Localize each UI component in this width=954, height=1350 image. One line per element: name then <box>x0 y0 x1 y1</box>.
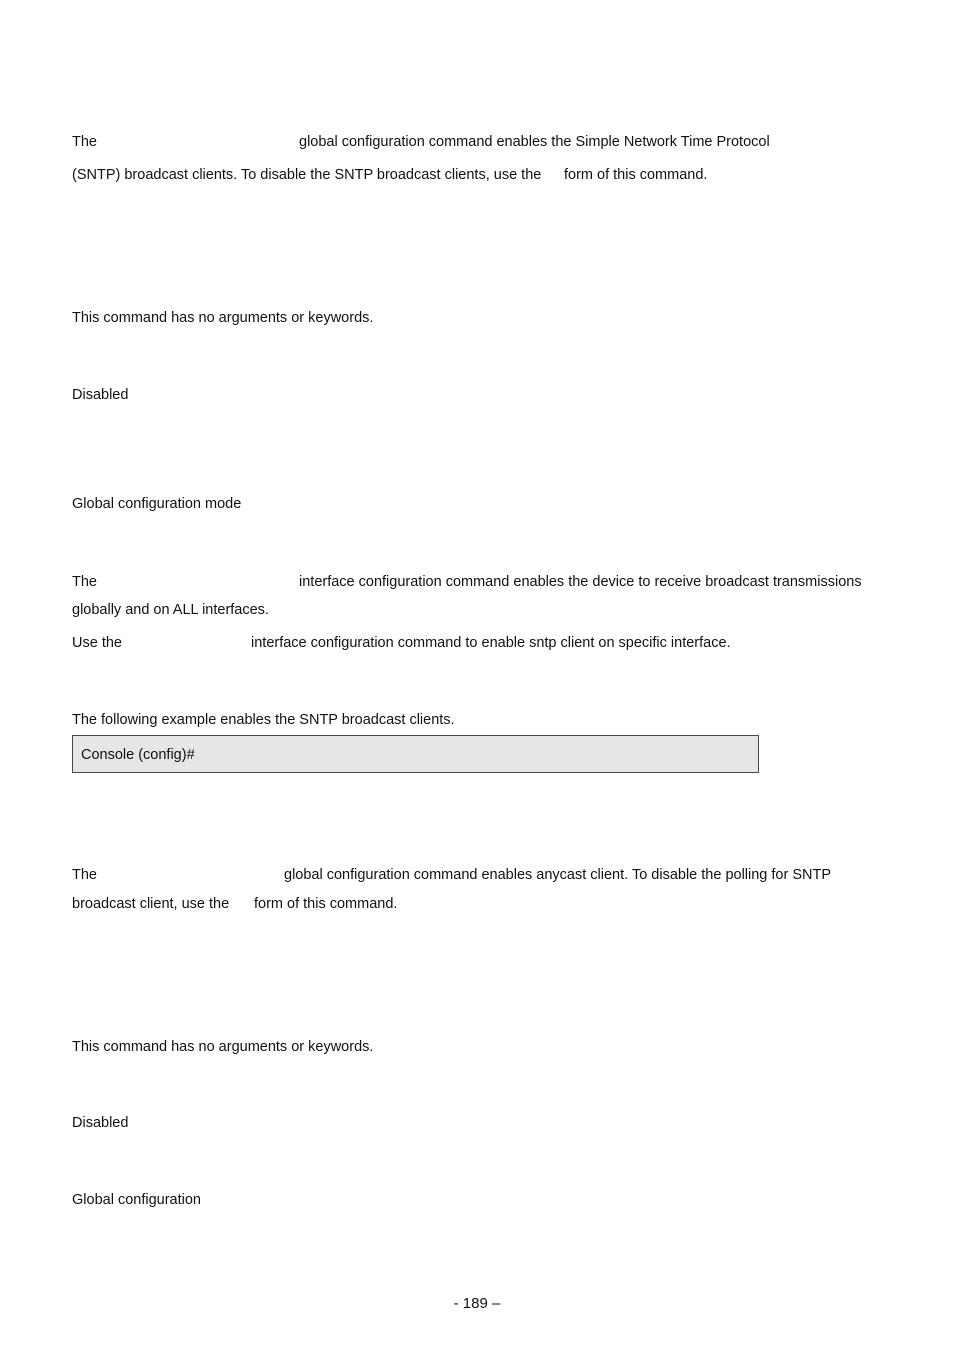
section2-default-value: Disabled <box>72 1115 129 1131</box>
example-code-text: Console (config)# <box>81 747 195 763</box>
section2-desc-line1-prefix: The <box>72 867 97 883</box>
section1-guide-line1-prefix: The <box>72 574 97 590</box>
section1-command-mode: Global configuration mode <box>72 496 242 512</box>
section1-guide-line1: interface configuration command enables the device to receive broadcast transmissions <box>299 574 862 590</box>
section1-example-intro: The following example enables the SNTP broadcast clients. <box>72 712 455 728</box>
section1-desc-line1-prefix: The <box>72 134 97 150</box>
section2-desc-line1: global configuration command enables anycast client. To disable the polling for SNTP <box>284 867 832 883</box>
section1-desc-line2: (SNTP) broadcast clients. To disable the SNTP broadcast clients, use the <box>72 167 542 183</box>
section1-desc-line2-suffix: form of this command. <box>564 167 708 183</box>
section1-default-value: Disabled <box>72 387 129 403</box>
section2-desc-line2-suffix: form of this command. <box>254 896 398 912</box>
page-number: - 189 – <box>453 1295 501 1312</box>
section2-syntax-note: This command has no arguments or keywords. <box>72 1039 374 1055</box>
section1-guide-line2: globally and on ALL interfaces. <box>72 602 269 618</box>
section1-desc-line1: global configuration command enables the Simple Network Time Protocol <box>299 134 770 150</box>
section2-desc-line2: broadcast client, use the <box>72 896 230 912</box>
section1-guide-line3: interface configuration command to enable sntp client on specific interface. <box>251 635 731 651</box>
section1-guide-line3-prefix: Use the <box>72 635 122 651</box>
section1-syntax-note: This command has no arguments or keywords. <box>72 310 374 326</box>
section2-command-mode: Global configuration <box>72 1192 201 1208</box>
example-code-box <box>72 735 759 773</box>
